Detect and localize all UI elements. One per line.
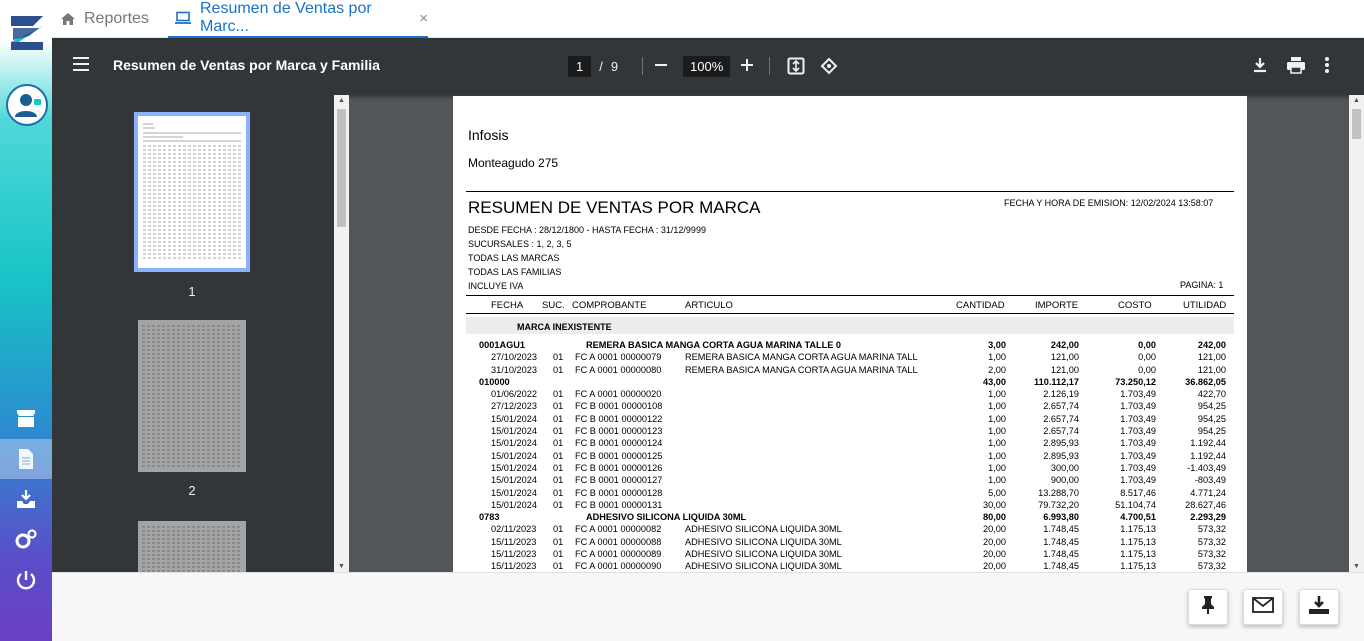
col-utilidad: UTILIDAD <box>1183 300 1227 311</box>
date-range: DESDE FECHA : 28/12/1800 - HASTA FECHA : 31/12/9999 <box>468 225 706 235</box>
mail-icon <box>1252 597 1274 618</box>
email-button[interactable] <box>1243 589 1283 625</box>
page-label: PAGINA: 1 <box>1180 280 1224 290</box>
cell-comprobante: FC A 0001 00000080 <box>575 364 662 375</box>
cell-comprobante: FC B 0001 00000125 <box>575 450 663 461</box>
cell-importe: 900,00 <box>1050 475 1079 486</box>
cell-importe: 2.657,74 <box>1043 413 1079 424</box>
cell-utilidad: 36.862,05 <box>1185 376 1226 387</box>
cell-cantidad: 1,00 <box>988 389 1006 400</box>
cell-suc: 01 <box>553 413 564 424</box>
cell-cantidad: 80,00 <box>983 512 1006 523</box>
cell-comprobante: FC B 0001 00000123 <box>575 426 663 437</box>
cell-fecha: 15/01/2024 <box>491 450 537 461</box>
cell-fecha: 02/11/2023 <box>491 524 537 535</box>
company-address: Monteagudo 275 <box>468 156 559 170</box>
cell-fecha: 15/01/2024 <box>491 462 537 473</box>
cell-comprobante: FC A 0001 00000088 <box>575 536 662 547</box>
scrollbar-handle[interactable] <box>337 109 346 227</box>
page-indicator <box>568 56 618 77</box>
cell-utilidad: 573,32 <box>1197 524 1226 535</box>
cell-cantidad: 43,00 <box>983 376 1006 387</box>
cell-suc: 01 <box>553 561 564 572</box>
tax-note: INCLUYE IVA <box>468 281 524 291</box>
pin-icon <box>1200 595 1216 620</box>
cell-costo: 0,00 <box>1138 340 1156 350</box>
cell-costo: 1.703,49 <box>1120 450 1156 461</box>
cell-utilidad: -803,49 <box>1194 475 1226 486</box>
cell-suc: 01 <box>553 352 564 363</box>
cell-importe: 300,00 <box>1050 462 1079 473</box>
col-suc: SUC. <box>542 300 565 311</box>
bottom-action-bar <box>52 572 1364 641</box>
thumbnail-panel <box>52 95 334 572</box>
cell-cantidad: 1,00 <box>988 438 1006 449</box>
zoom-out-icon[interactable] <box>654 58 668 77</box>
cell-fecha: 15/01/2024 <box>491 499 537 510</box>
cell-costo: 1.703,49 <box>1120 438 1156 449</box>
cell-cantidad: 1,00 <box>988 475 1006 486</box>
rotate-icon[interactable] <box>819 56 839 81</box>
cell-cantidad: 1,00 <box>988 450 1006 461</box>
cell-fecha: 31/10/2023 <box>491 364 537 375</box>
table-row <box>466 523 1234 535</box>
scrollbar-handle[interactable] <box>1352 109 1361 139</box>
zoom-input[interactable]: 100% <box>683 56 730 77</box>
cell-utilidad: 28.627,46 <box>1185 499 1226 510</box>
table-row <box>466 364 1234 376</box>
cell-suc: 01 <box>553 364 564 375</box>
tab-resumen-ventas[interactable] <box>168 0 428 38</box>
col-cantidad: CANTIDAD <box>956 300 1005 311</box>
download-button[interactable] <box>1299 589 1339 625</box>
cell-suc: 01 <box>553 475 564 486</box>
cell-fecha: 27/10/2023 <box>491 352 537 363</box>
cell-importe: 1.748,45 <box>1043 561 1079 572</box>
branches: SUCURSALES : 1, 2, 3, 5 <box>468 239 572 249</box>
cell-cantidad: 3,00 <box>988 340 1006 350</box>
cell-importe: 13.288,70 <box>1038 487 1079 498</box>
item-code: 0783 <box>479 512 500 523</box>
cell-utilidad: 121,00 <box>1197 352 1226 363</box>
cell-comprobante: FC B 0001 00000108 <box>575 401 663 412</box>
table-row <box>466 487 1234 499</box>
cell-suc: 01 <box>553 389 564 400</box>
cell-suc: 01 <box>553 450 564 461</box>
cell-fecha: 15/11/2023 <box>491 561 537 572</box>
cell-costo: 1.703,49 <box>1120 389 1156 400</box>
col-fecha: FECHA <box>491 300 524 311</box>
cell-cantidad: 1,00 <box>988 426 1006 437</box>
menu-icon[interactable] <box>72 56 90 77</box>
company-name: Infosis <box>468 127 509 143</box>
zoom-in-icon[interactable] <box>740 58 754 77</box>
pdf-page <box>453 96 1247 572</box>
tab-bar <box>52 0 1364 38</box>
cell-costo: 1.703,49 <box>1120 426 1156 437</box>
thumbnail-page-3[interactable] <box>138 521 246 572</box>
table-row <box>466 437 1234 449</box>
cell-importe: 121,00 <box>1050 352 1079 363</box>
cell-articulo: REMERA BASICA MANGA CORTA AGUA MARINA TALL <box>685 352 918 363</box>
laptop-icon <box>174 11 192 25</box>
cell-utilidad: 1.192,44 <box>1190 438 1226 449</box>
table-row <box>466 462 1234 474</box>
cell-cantidad: 20,00 <box>983 536 1006 547</box>
cell-importe: 2.895,93 <box>1043 450 1079 461</box>
table-row <box>466 413 1234 425</box>
app-sidebar <box>0 0 52 641</box>
cell-utilidad: -1.403,49 <box>1187 462 1226 473</box>
item-description: ADHESIVO SILICONA LIQUIDA 30ML <box>586 512 747 523</box>
cell-utilidad: 422,70 <box>1197 389 1226 400</box>
cell-fecha: 15/01/2024 <box>491 487 537 498</box>
cell-fecha: 01/06/2022 <box>491 389 537 400</box>
cell-utilidad: 573,32 <box>1197 536 1226 547</box>
report-rows <box>466 339 1234 572</box>
cell-suc: 01 <box>553 499 564 510</box>
pin-button[interactable] <box>1188 589 1228 625</box>
scroll-up-icon[interactable]: ▲ <box>1353 97 1360 104</box>
cell-costo: 51.104,74 <box>1115 499 1156 510</box>
cell-comprobante: FC B 0001 00000126 <box>575 462 663 473</box>
divider <box>466 295 1234 296</box>
cell-fecha: 15/11/2023 <box>491 549 537 560</box>
item-code: 010000 <box>479 376 510 387</box>
table-row <box>466 351 1234 363</box>
cell-cantidad: 2,00 <box>988 364 1006 375</box>
subtotal-row <box>466 339 1234 351</box>
scroll-down-icon[interactable]: ▼ <box>338 563 345 570</box>
fit-page-icon[interactable] <box>787 57 805 80</box>
more-options-icon[interactable] <box>1324 56 1330 79</box>
cell-costo: 1.703,49 <box>1120 401 1156 412</box>
cell-articulo: ADHESIVO SILICONA LIQUIDA 30ML <box>685 524 842 535</box>
cell-comprobante: FC A 0001 00000079 <box>575 352 662 363</box>
cell-costo: 1.175,13 <box>1120 549 1156 560</box>
subtotal-row <box>466 511 1234 523</box>
cell-importe: 121,00 <box>1050 364 1079 375</box>
cell-comprobante: FC A 0001 00000082 <box>575 524 662 535</box>
cell-utilidad: 1.192,44 <box>1190 450 1226 461</box>
settings-icon[interactable] <box>0 519 52 559</box>
cell-comprobante: FC B 0001 00000128 <box>575 487 663 498</box>
cell-utilidad: 121,00 <box>1197 364 1226 375</box>
toolbar-divider <box>769 57 770 75</box>
close-tab-icon[interactable]: × <box>419 9 428 27</box>
cell-comprobante: FC A 0001 00000090 <box>575 561 662 572</box>
main-scrollbar[interactable] <box>1349 95 1364 572</box>
cell-suc: 01 <box>553 462 564 473</box>
cell-fecha: 15/01/2024 <box>491 438 537 449</box>
report-title: RESUMEN DE VENTAS POR MARCA <box>468 198 761 217</box>
group-name: MARCA INEXISTENTE <box>517 322 612 332</box>
cell-utilidad: 954,25 <box>1197 401 1226 412</box>
cell-suc: 01 <box>553 438 564 449</box>
cell-suc: 01 <box>553 536 564 547</box>
logo-icon[interactable] <box>5 12 49 54</box>
cell-utilidad: 954,25 <box>1197 413 1226 424</box>
cell-importe: 79.732,20 <box>1038 499 1079 510</box>
cell-importe: 1.748,45 <box>1043 536 1079 547</box>
table-row <box>466 400 1234 412</box>
download-icon <box>1308 595 1330 620</box>
scroll-down-icon[interactable]: ▼ <box>1353 563 1360 570</box>
col-comprobante: COMPROBANTE <box>572 300 647 311</box>
divider <box>466 191 1234 192</box>
tab-reportes[interactable] <box>60 0 149 38</box>
cell-fecha: 27/12/2023 <box>491 401 537 412</box>
col-articulo: ARTICULO <box>685 300 733 311</box>
item-description: REMERA BASICA MANGA CORTA AGUA MARINA TALLE 0 <box>586 340 842 350</box>
thumbnail-page-2[interactable] <box>138 320 246 472</box>
download-icon[interactable] <box>1251 56 1269 79</box>
cell-comprobante: FC A 0001 00000089 <box>575 549 662 560</box>
cell-utilidad: 242,00 <box>1197 340 1226 350</box>
inbox-download-icon[interactable] <box>0 479 52 519</box>
table-row <box>466 536 1234 548</box>
user-avatar-icon[interactable] <box>6 84 48 126</box>
cell-utilidad: 573,32 <box>1197 549 1226 560</box>
col-importe: IMPORTE <box>1035 300 1079 311</box>
cell-importe: 2.126,19 <box>1043 389 1079 400</box>
home-icon <box>60 12 76 26</box>
thumbnail-label-1: 1 <box>188 284 196 299</box>
cell-comprobante: FC B 0001 00000131 <box>575 499 663 510</box>
cell-articulo: ADHESIVO SILICONA LIQUIDA 30ML <box>685 549 842 560</box>
cell-importe: 2.657,74 <box>1043 426 1079 437</box>
subtotal-row <box>466 376 1234 388</box>
toolbar-divider <box>642 57 643 75</box>
store-icon[interactable] <box>0 398 52 438</box>
cell-costo: 8.517,46 <box>1120 487 1156 498</box>
cell-fecha: 15/01/2024 <box>491 426 537 437</box>
cell-cantidad: 20,00 <box>983 561 1006 572</box>
cell-comprobante: FC A 0001 00000020 <box>575 389 662 400</box>
cell-suc: 01 <box>553 524 564 535</box>
col-costo: COSTO <box>1118 300 1152 311</box>
cell-importe: 242,00 <box>1050 340 1079 350</box>
item-code: 0001AGU1 <box>479 340 525 350</box>
cell-costo: 1.175,13 <box>1120 561 1156 572</box>
thumbnail-scrollbar[interactable] <box>334 95 349 572</box>
cell-fecha: 15/11/2023 <box>491 536 537 547</box>
thumbnail-label-2: 2 <box>188 483 196 498</box>
cell-suc: 01 <box>553 401 564 412</box>
page-number-input[interactable]: 1 <box>568 56 591 77</box>
pdf-toolbar <box>52 38 1364 95</box>
cell-fecha: 15/01/2024 <box>491 475 537 486</box>
power-icon[interactable] <box>0 560 52 600</box>
print-icon[interactable] <box>1286 56 1306 79</box>
cell-importe: 110.112,17 <box>1034 376 1079 387</box>
cell-cantidad: 1,00 <box>988 352 1006 363</box>
cell-utilidad: 954,25 <box>1197 426 1226 437</box>
document-title: Resumen de Ventas por Marca y Familia <box>113 57 380 73</box>
cell-cantidad: 1,00 <box>988 462 1006 473</box>
cell-costo: 0,00 <box>1138 364 1156 375</box>
page-separator: / <box>599 59 603 74</box>
cell-importe: 1.748,45 <box>1043 524 1079 535</box>
cell-costo: 1.703,49 <box>1120 475 1156 486</box>
table-row <box>466 450 1234 462</box>
cell-importe: 1.748,45 <box>1043 549 1079 560</box>
cell-costo: 4.700,51 <box>1120 512 1156 523</box>
families-filter: TODAS LAS FAMILIAS <box>468 267 562 277</box>
brands-filter: TODAS LAS MARCAS <box>468 253 560 263</box>
table-row <box>466 425 1234 437</box>
cell-comprobante: FC B 0001 00000127 <box>575 475 663 486</box>
cell-utilidad: 573,32 <box>1197 561 1226 572</box>
cell-cantidad: 30,00 <box>983 499 1006 510</box>
cell-cantidad: 20,00 <box>983 524 1006 535</box>
cell-suc: 01 <box>553 487 564 498</box>
cell-costo: 1.175,13 <box>1120 536 1156 547</box>
cell-importe: 2.657,74 <box>1043 401 1079 412</box>
cell-articulo: ADHESIVO SILICONA LIQUIDA 30ML <box>685 536 842 547</box>
cell-suc: 01 <box>553 549 564 560</box>
divider <box>466 313 1234 314</box>
cell-articulo: ADHESIVO SILICONA LIQUIDA 30ML <box>685 561 842 572</box>
cell-utilidad: 2.293,29 <box>1190 512 1226 523</box>
cell-costo: 1.175,13 <box>1120 524 1156 535</box>
cell-cantidad: 1,00 <box>988 401 1006 412</box>
emission-datetime: FECHA Y HORA DE EMISION: 12/02/2024 13:58:07 <box>1004 198 1214 208</box>
thumbnail-page-1[interactable] <box>138 116 246 268</box>
table-row <box>466 548 1234 560</box>
scroll-up-icon[interactable]: ▲ <box>338 97 345 104</box>
cell-cantidad: 5,00 <box>988 487 1006 498</box>
cell-utilidad: 4.771,24 <box>1190 487 1226 498</box>
cell-comprobante: FC B 0001 00000124 <box>575 438 663 449</box>
document-icon[interactable] <box>0 439 52 479</box>
cell-importe: 2.895,93 <box>1043 438 1079 449</box>
cell-cantidad: 20,00 <box>983 549 1006 560</box>
table-row <box>466 388 1234 400</box>
table-row <box>466 499 1234 511</box>
cell-costo: 1.703,49 <box>1120 413 1156 424</box>
cell-costo: 0,00 <box>1138 352 1156 363</box>
pdf-viewer <box>52 38 1364 572</box>
cell-comprobante: FC B 0001 00000122 <box>575 413 663 424</box>
cell-articulo: REMERA BASICA MANGA CORTA AGUA MARINA TALL <box>685 364 918 375</box>
table-row <box>466 560 1234 572</box>
page-total: 9 <box>610 59 619 74</box>
cell-fecha: 15/01/2024 <box>491 413 537 424</box>
cell-importe: 6.993,80 <box>1043 512 1079 523</box>
cell-costo: 1.703,49 <box>1120 462 1156 473</box>
cell-cantidad: 1,00 <box>988 413 1006 424</box>
tab-reportes-label: Reportes <box>84 10 149 27</box>
cell-costo: 73.250,12 <box>1115 376 1156 387</box>
table-row <box>466 474 1234 486</box>
tab-resumen-label: Resumen de Ventas por Marc... <box>200 0 372 35</box>
cell-suc: 01 <box>553 426 564 437</box>
